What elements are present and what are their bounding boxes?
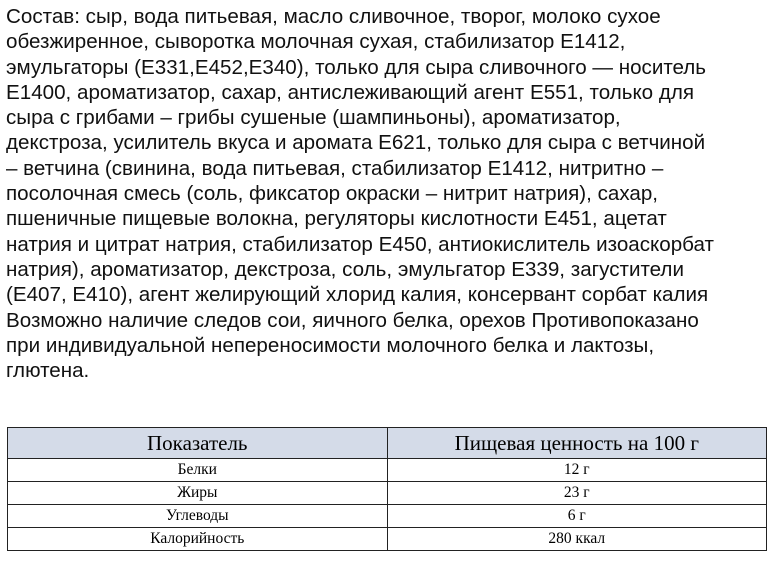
row-label-proteins: Белки bbox=[8, 459, 388, 482]
row-label-calories: Калорийность bbox=[8, 528, 388, 551]
composition-line: Е1400, ароматизатор, сахар, антислеживающий агент Е551, только для bbox=[6, 80, 695, 104]
row-label-fats: Жиры bbox=[8, 482, 388, 505]
composition-line: натрия и цитрат натрия, стабилизатор Е450, антиокислитель изоаскорбат bbox=[6, 232, 714, 256]
composition-line: натрия), ароматизатор, декстроза, соль, эмульгатор Е339, загустители bbox=[6, 257, 684, 281]
nutrition-table-body bbox=[8, 459, 767, 551]
composition-line: пшеничные пищевые волокна, регуляторы кислотности Е451, ацетат bbox=[6, 207, 667, 231]
composition-line: Возможно наличие следов сои, яичного белка, орехов Противопоказано bbox=[6, 308, 699, 332]
table-row bbox=[8, 505, 767, 528]
composition-line: эмульгаторы (Е331,Е452,Е340), только для сыра сливочного — носитель bbox=[6, 55, 707, 79]
table-row bbox=[8, 528, 767, 551]
table-row bbox=[8, 459, 767, 482]
row-value-fats: 23 г bbox=[387, 482, 766, 505]
header-nutritional-value: Пищевая ценность на 100 г bbox=[387, 428, 766, 459]
row-label-carbohydrates: Углеводы bbox=[8, 505, 388, 528]
composition-line: декстроза, усилитель вкуса и аромата Е621, только для сыра с ветчиной bbox=[6, 131, 706, 155]
nutrition-table bbox=[7, 427, 767, 551]
composition-line: глютена. bbox=[6, 359, 90, 383]
composition-text bbox=[6, 4, 772, 383]
header-indicator: Показатель bbox=[8, 428, 388, 459]
row-value-proteins: 12 г bbox=[387, 459, 766, 482]
nutrition-table-header-row bbox=[8, 428, 767, 459]
row-value-calories: 280 ккал bbox=[387, 528, 766, 551]
composition-line: при индивидуальной непереносимости молочного белка и лактозы, bbox=[6, 333, 655, 357]
table-row bbox=[8, 482, 767, 505]
composition-line: обезжиренное, сыворотка молочная сухая, стабилизатор Е1412, bbox=[6, 30, 626, 54]
composition-line: сыра с грибами – грибы сушеные (шампиньоны), ароматизатор, bbox=[6, 106, 621, 130]
composition-line: посолочная смесь (соль, фиксатор окраски – нитрит натрия), сахар, bbox=[6, 182, 659, 206]
row-value-carbohydrates: 6 г bbox=[387, 505, 766, 528]
nutrition-table-head bbox=[8, 428, 767, 459]
composition-line: – ветчина (свинина, вода питьевая, стабилизатор Е1412, нитритно – bbox=[6, 156, 664, 180]
composition-line: Состав: сыр, вода питьевая, масло сливочное, творог, молоко сухое bbox=[6, 5, 661, 28]
composition-line: (Е407, Е410), агент желирующий хлорид калия, консервант сорбат калия bbox=[6, 283, 709, 307]
